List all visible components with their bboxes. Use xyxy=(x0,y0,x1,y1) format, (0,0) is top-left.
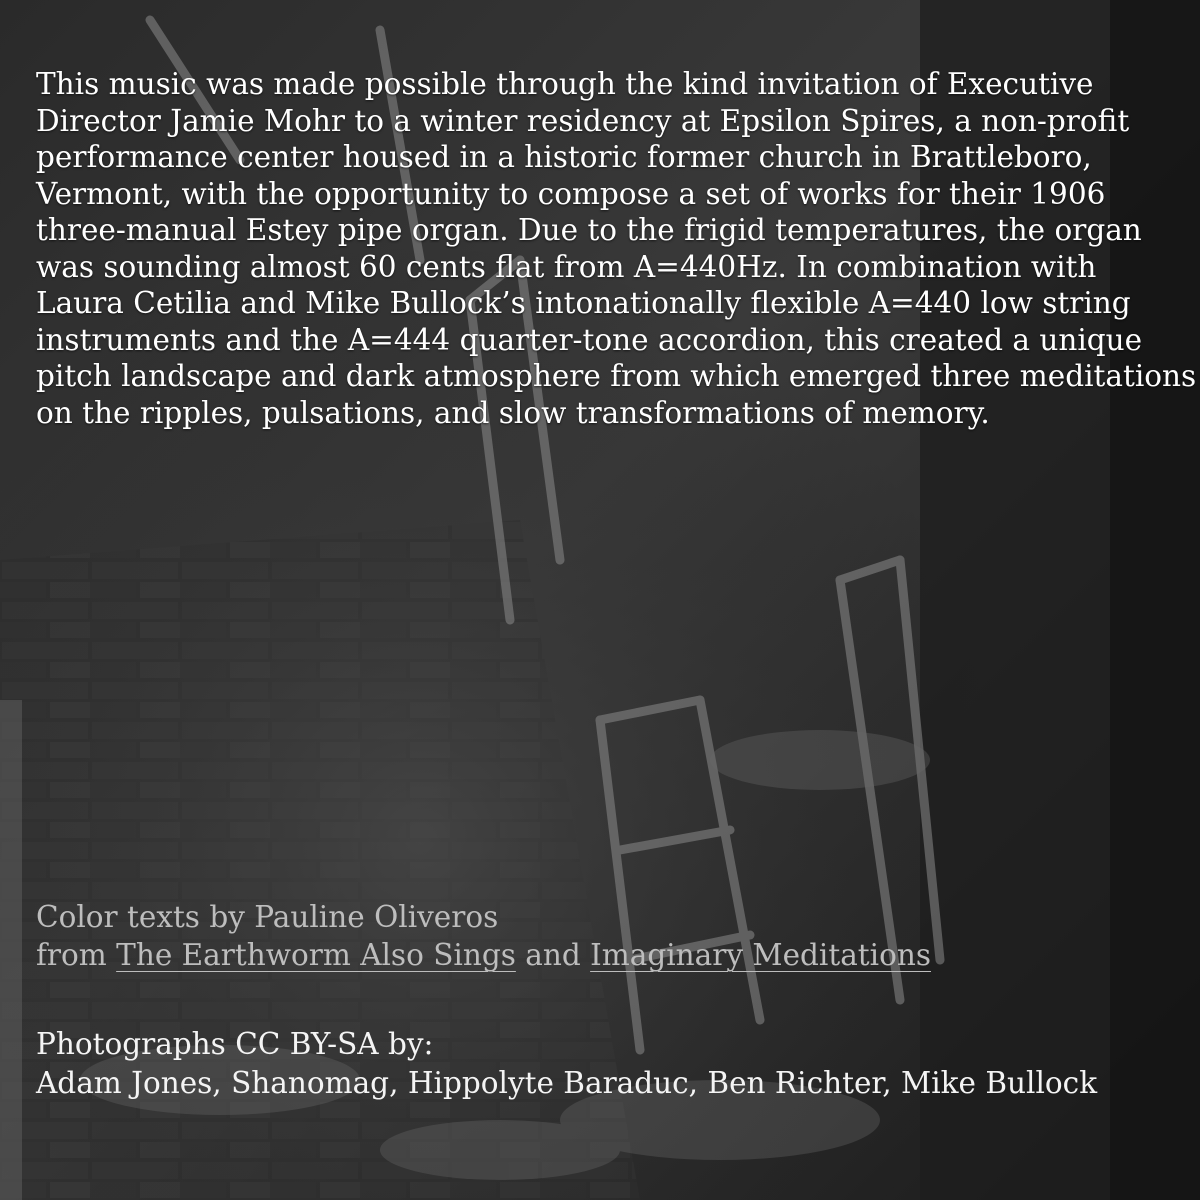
intro-line: three-manual Estey pipe organ. Due to the frigid temperatures, the organ xyxy=(36,213,1142,247)
intro-line: Laura Cetilia and Mike Bullock’s intonationally flexible A=440 low string xyxy=(36,286,1131,320)
color-texts-credit xyxy=(36,898,931,974)
intro-line: This music was made possible through the kind invitation of Executive xyxy=(36,67,1094,101)
credit-source-line xyxy=(36,936,931,974)
book-title-earthworm: The Earthworm Also Sings xyxy=(116,938,516,972)
intro-line: Vermont, with the opportunity to compose a set of works for their 1906 xyxy=(36,176,1106,211)
photo-credits xyxy=(36,1025,1097,1103)
book-title-imaginary-meditations: Imaginary Meditations xyxy=(590,938,931,972)
from-text: from xyxy=(36,938,117,972)
intro-paragraph xyxy=(36,66,1197,431)
intro-line: performance center housed in a historic former church in Brattleboro, xyxy=(36,140,1092,174)
and-text: and xyxy=(515,938,591,972)
intro-line: was sounding almost 60 cents flat from A=440Hz. In combination with xyxy=(36,249,1097,284)
intro-line: pitch landscape and dark atmosphere from which emerged three meditations xyxy=(36,359,1197,393)
intro-line: instruments and the A=444 quarter-tone accordion, this created a unique xyxy=(36,322,1143,357)
photo-credits-names: Adam Jones, Shanomag, Hippolyte Baraduc, Ben Richter, Mike Bullock xyxy=(36,1066,1098,1100)
intro-line: on the ripples, pulsations, and slow transformations of memory. xyxy=(36,395,990,430)
credit-author-line: Color texts by Pauline Oliveros xyxy=(36,900,499,934)
intro-line: Director Jamie Mohr to a winter residency at Epsilon Spires, a non-profit xyxy=(36,103,1130,138)
photo-credits-label: Photographs CC BY-SA by: xyxy=(36,1027,434,1061)
